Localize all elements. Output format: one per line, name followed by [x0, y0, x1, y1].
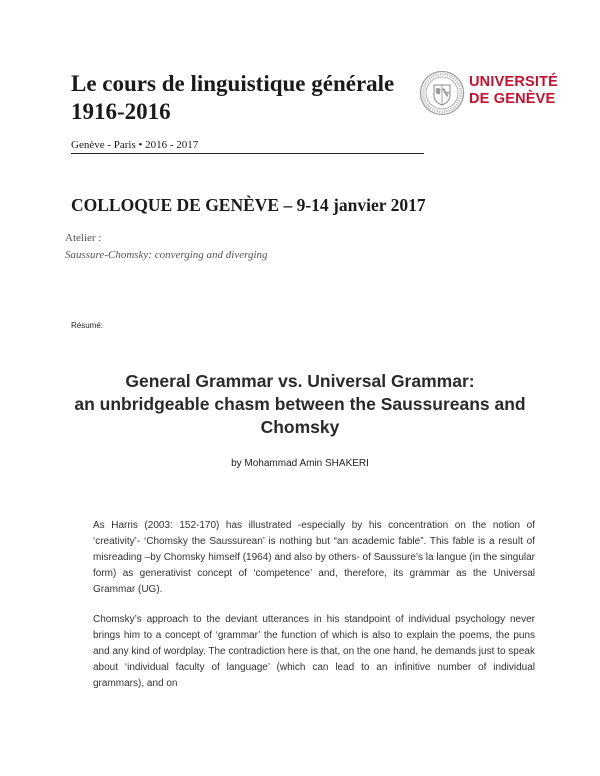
university-logo — [419, 70, 561, 116]
university-name-line2: DE GENÈVE — [469, 91, 556, 107]
paper-title — [60, 370, 540, 439]
paper-title-line1: General Grammar vs. Universal Grammar: — [125, 371, 475, 391]
conference-title-line1: Le cours de linguistique générale — [71, 71, 395, 96]
university-seal-icon — [419, 70, 465, 116]
conference-title — [71, 70, 411, 126]
paper-author: by Mohammad Amin SHAKERI — [231, 458, 369, 469]
conference-title-line2: 1916-2016 — [71, 99, 171, 124]
university-name — [469, 74, 564, 108]
body-paragraph-1: As Harris (2003: 152-170) has illustrated -especially by his concentration on the notion of ‘creativity’- ‘Chomsky the Saussurean’ is nothing but “an academic fable”. This fable is a result of misreading –by Chomsky himself (1964) and also by others- of Saussure’s la langue (in the singular form) as generativist concept of ‘competence’ and, therefore, its grammar as the Universal Grammar (UG). — [93, 520, 535, 595]
body-paragraph-2: Chomsky’s approach to the deviant utterances in his standpoint of individual psychology never brings him to a concept of ‘grammar’ the function of which is also to explain the poems, the puns and any kind of wordplay. The contradiction here is that, on the one hand, he demands just to speak about ‘individual faculty of language’ (which can lead to an infinitive number of individual grammars), and on — [93, 614, 535, 689]
paper-title-line2: an unbridgeable chasm between the Saussureans and — [74, 394, 526, 414]
paper-title-line3: Chomsky — [260, 417, 340, 437]
atelier-label: Atelier : — [65, 232, 102, 244]
atelier-theme: Saussure-Chomsky: converging and diverging — [65, 249, 268, 261]
colloque-heading: COLLOQUE DE GENÈVE – 9-14 janvier 2017 — [71, 195, 426, 215]
header-rule — [71, 153, 424, 154]
place-dates: Genève - Paris • 2016 - 2017 — [71, 139, 199, 151]
resume-label: Résumé: — [71, 321, 104, 330]
university-name-line1: UNIVERSITÉ — [469, 74, 559, 90]
